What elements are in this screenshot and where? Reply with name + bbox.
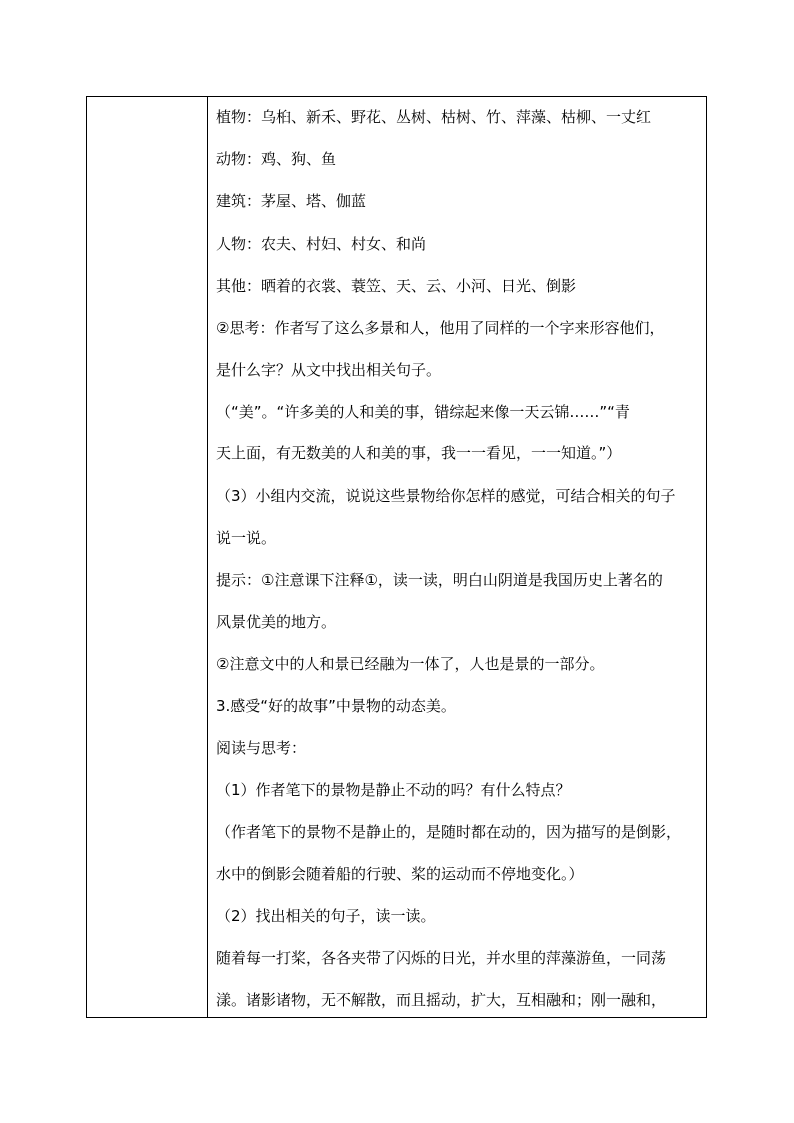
text-line: 是什么字？从文中找出相关句子。 [216, 361, 442, 379]
text-line: ②注意文中的人和景已经融为一体了，人也是景的一部分。 [216, 655, 605, 673]
text-line: 植物：乌桕、新禾、野花、丛树、枯树、竹、萍藻、枯柳、一丈红 [216, 108, 652, 126]
text-line: 其他：晒着的衣裳、蓑笠、天、云、小河、日光、倒影 [216, 277, 577, 295]
text-line: 阅读与思考： [216, 739, 307, 757]
table-left-cell [87, 97, 207, 1017]
text-line: 天上面，有无数美的人和美的事，我一一看见，一一知道。”） [216, 444, 622, 462]
text-line: 提示：①注意课下注释①，读一读，明白山阴道是我国历史上著名的 [216, 571, 663, 589]
text-line: 人物：农夫、村妇、村女、和尚 [216, 235, 427, 253]
text-line: （“美”。“许多美的人和美的事，错综起来像一天云锦……”“青 [216, 403, 630, 421]
text-line: 3.感受“好的故事”中景物的动态美。 [216, 697, 456, 715]
text-line: 风景优美的地方。 [216, 613, 337, 631]
text-line: 动物：鸡、狗、鱼 [216, 150, 337, 168]
text-line: 建筑：茅屋、塔、伽蓝 [216, 192, 367, 210]
text-line: 水中的倒影会随着船的行驶、桨的运动而不停地变化。） [216, 865, 584, 883]
text-line: （2）找出相关的句子，读一读。 [216, 907, 436, 925]
text-line: （1）作者笔下的景物是静止不动的吗？有什么特点？ [216, 781, 571, 799]
text-line: 漾。诸影诸物，无不解散，而且摇动，扩大，互相融和；刚一融和， [216, 991, 667, 1009]
table-right-cell [208, 97, 706, 1017]
text-line: ②思考：作者写了这么多景和人，他用了同样的一个字来形容他们， [216, 319, 665, 337]
text-line: （作者笔下的景物不是静止的，是随时都在动的，因为描写的是倒影， [216, 823, 682, 841]
text-line: 说一说。 [216, 529, 277, 547]
text-line: 随着每一打桨，各各夹带了闪烁的日光，并水里的萍藻游鱼，一同荡 [216, 949, 667, 967]
text-line: （3）小组内交流，说说这些景物给你怎样的感觉，可结合相关的句子 [216, 487, 676, 505]
lesson-table [86, 96, 707, 1018]
